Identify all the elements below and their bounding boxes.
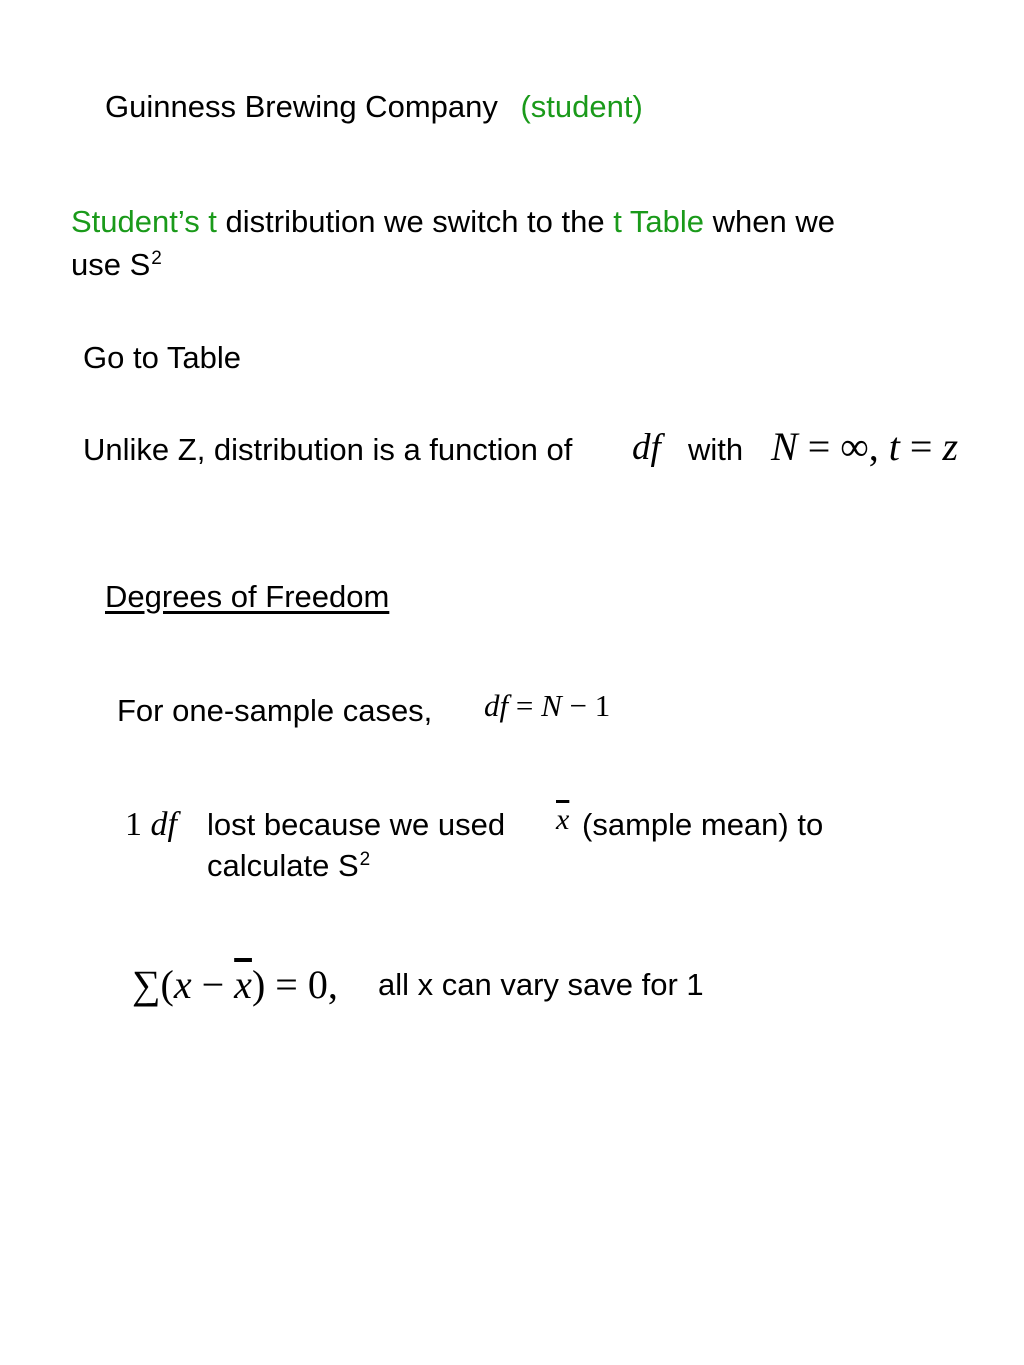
go-to-table: Go to Table <box>83 340 241 375</box>
intro-text-1: distribution we switch to the <box>216 204 614 239</box>
one-df-df: df <box>150 806 177 843</box>
title-aside: (student) <box>520 89 643 124</box>
one-df-number: 1 <box>125 806 142 843</box>
df-symbol: df <box>632 427 661 468</box>
lost-line-2-text: calculate S <box>207 848 359 883</box>
df-formula-minus-one: − 1 <box>561 688 611 723</box>
lost-superscript: 2 <box>359 849 371 870</box>
infinity-formula <box>771 425 958 469</box>
intro-superscript: 2 <box>151 248 162 269</box>
unlike-z-line <box>83 432 572 468</box>
intro-line-2-text: use S <box>71 247 151 282</box>
formula-n: N <box>771 424 798 469</box>
df-formula-n: N <box>541 688 562 723</box>
sum-formula <box>132 962 338 1008</box>
df-formula-eq: = <box>508 688 542 723</box>
sum-text: all x can vary save for 1 <box>378 967 704 1002</box>
unlike-with: with <box>688 432 744 467</box>
df-formula-df: df <box>484 688 509 723</box>
degrees-of-freedom-heading: Degrees of Freedom <box>105 579 390 614</box>
intro-text-2: when we <box>704 204 835 239</box>
slide-title <box>105 89 643 125</box>
df-formula <box>484 688 610 724</box>
x-bar-symbol: $\overline{x}$ <box>556 803 570 836</box>
lost-line-2 <box>207 848 370 884</box>
formula-eq-infinity: = ∞, <box>797 424 889 469</box>
formula-z: z <box>942 424 959 469</box>
sum-x: x <box>173 962 192 1007</box>
students-t-term: Student’s t <box>71 204 217 239</box>
title-main: Guinness Brewing Company <box>105 89 498 124</box>
unlike-text-1: Unlike Z, distribution is a function of <box>83 432 573 467</box>
one-df <box>125 806 177 844</box>
sum-minus: − <box>191 962 235 1007</box>
intro-line-2 <box>71 247 162 283</box>
t-table-term: t Table <box>613 204 704 239</box>
lost-text-1: lost because we used <box>207 807 506 842</box>
intro-line-1 <box>71 204 835 240</box>
sum-sigma: ∑( <box>132 962 174 1007</box>
formula-t: t <box>888 424 900 469</box>
sum-close: ) = 0, <box>251 962 338 1007</box>
lost-text-2: (sample mean) to <box>582 807 824 842</box>
formula-eq: = <box>899 424 943 469</box>
one-sample-text: For one-sample cases, <box>117 693 433 728</box>
sum-x-bar: $\overline{x}$ <box>234 962 252 1007</box>
